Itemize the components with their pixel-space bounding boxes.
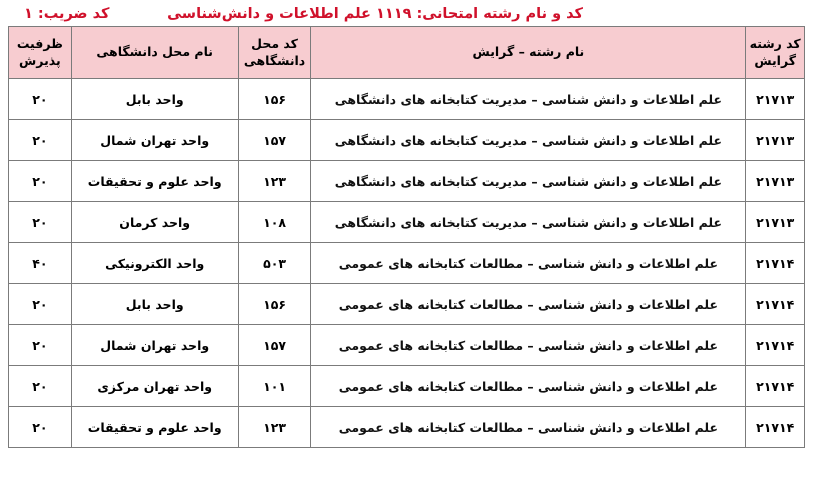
cell-field-code: ۲۱۷۱۴ [746, 243, 805, 284]
cell-field-name: علم اطلاعات و دانش شناسی – مدیریت کتابخانه های دانشگاهی [311, 120, 746, 161]
cell-field-code: ۲۱۷۱۳ [746, 120, 805, 161]
coefficient-code-label: کد ضریب: ۱ [24, 6, 110, 22]
cell-field-code: ۲۱۷۱۴ [746, 407, 805, 448]
table-row [9, 161, 805, 202]
cell-field-name: علم اطلاعات و دانش شناسی – مدیریت کتابخانه های دانشگاهی [311, 79, 746, 120]
admission-table [8, 26, 805, 448]
cell-capacity: ۲۰ [9, 325, 72, 366]
column-header-field-code [746, 27, 805, 79]
document-header [0, 0, 813, 26]
table-body [9, 79, 805, 448]
column-header-field-code-line1: کد رشته [749, 36, 801, 52]
cell-capacity: ۲۰ [9, 407, 72, 448]
cell-place-code: ۵۰۳ [238, 243, 311, 284]
cell-capacity: ۲۰ [9, 79, 72, 120]
cell-place-code: ۱۲۳ [238, 161, 311, 202]
cell-field-name: علم اطلاعات و دانش شناسی – مدیریت کتابخانه های دانشگاهی [311, 202, 746, 243]
cell-field-code: ۲۱۷۱۴ [746, 325, 805, 366]
column-header-place-name [71, 27, 238, 79]
column-header-place-code-line2: دانشگاهی [243, 52, 306, 68]
exam-field-title: کد و نام رشته امتحانی: ۱۱۱۹ علم اطلاعات و دانش‌شناسی [167, 6, 583, 22]
cell-place-code: ۱۵۶ [238, 284, 311, 325]
cell-place-name: واحد علوم و تحقیقات [71, 161, 238, 202]
table-row [9, 120, 805, 161]
cell-place-name: واحد بابل [71, 79, 238, 120]
cell-place-name: واحد تهران شمال [71, 120, 238, 161]
cell-place-code: ۱۵۷ [238, 120, 311, 161]
column-header-field-name [311, 27, 746, 79]
cell-capacity: ۲۰ [9, 202, 72, 243]
cell-field-name: علم اطلاعات و دانش شناسی – مطالعات کتابخانه های عمومی [311, 325, 746, 366]
column-header-field-code-line2: گرایش [754, 52, 797, 68]
table-header-row [9, 27, 805, 79]
cell-place-name: واحد تهران مرکزی [71, 366, 238, 407]
column-header-capacity-line1: ظرفیت [16, 36, 63, 52]
cell-field-name: علم اطلاعات و دانش شناسی – مطالعات کتابخانه های عمومی [311, 366, 746, 407]
cell-field-name: علم اطلاعات و دانش شناسی – مطالعات کتابخانه های عمومی [311, 407, 746, 448]
column-header-place-code [238, 27, 311, 79]
column-header-place-code-line1: کد محل [251, 36, 298, 52]
table-row [9, 202, 805, 243]
cell-place-code: ۱۵۶ [238, 79, 311, 120]
cell-field-name: علم اطلاعات و دانش شناسی – مطالعات کتابخانه های عمومی [311, 243, 746, 284]
table-row [9, 325, 805, 366]
cell-capacity: ۴۰ [9, 243, 72, 284]
cell-place-code: ۱۰۸ [238, 202, 311, 243]
cell-place-name: واحد تهران شمال [71, 325, 238, 366]
cell-field-code: ۲۱۷۱۴ [746, 366, 805, 407]
cell-capacity: ۲۰ [9, 161, 72, 202]
cell-place-code: ۱۲۳ [238, 407, 311, 448]
cell-field-code: ۲۱۷۱۳ [746, 161, 805, 202]
cell-capacity: ۲۰ [9, 120, 72, 161]
cell-field-code: ۲۱۷۱۳ [746, 202, 805, 243]
table-row [9, 284, 805, 325]
column-header-field-name-line1: نام رشته – گرایش [472, 44, 585, 60]
cell-field-name: علم اطلاعات و دانش شناسی – مدیریت کتابخانه های دانشگاهی [311, 161, 746, 202]
table-row [9, 243, 805, 284]
cell-place-name: واحد علوم و تحقیقات [71, 407, 238, 448]
table-row [9, 407, 805, 448]
cell-field-code: ۲۱۷۱۴ [746, 284, 805, 325]
cell-place-name: واحد الکترونیکی [71, 243, 238, 284]
column-header-place-name-line1: نام محل دانشگاهی [96, 44, 213, 60]
cell-capacity: ۲۰ [9, 284, 72, 325]
cell-place-code: ۱۰۱ [238, 366, 311, 407]
cell-place-name: واحد بابل [71, 284, 238, 325]
cell-place-name: واحد کرمان [71, 202, 238, 243]
cell-place-code: ۱۵۷ [238, 325, 311, 366]
cell-capacity: ۲۰ [9, 366, 72, 407]
column-header-capacity [9, 27, 72, 79]
cell-field-name: علم اطلاعات و دانش شناسی – مطالعات کتابخانه های عمومی [311, 284, 746, 325]
table-row [9, 79, 805, 120]
cell-field-code: ۲۱۷۱۳ [746, 79, 805, 120]
table-header [9, 27, 805, 79]
column-header-capacity-line2: پذیرش [19, 52, 61, 68]
table-row [9, 366, 805, 407]
